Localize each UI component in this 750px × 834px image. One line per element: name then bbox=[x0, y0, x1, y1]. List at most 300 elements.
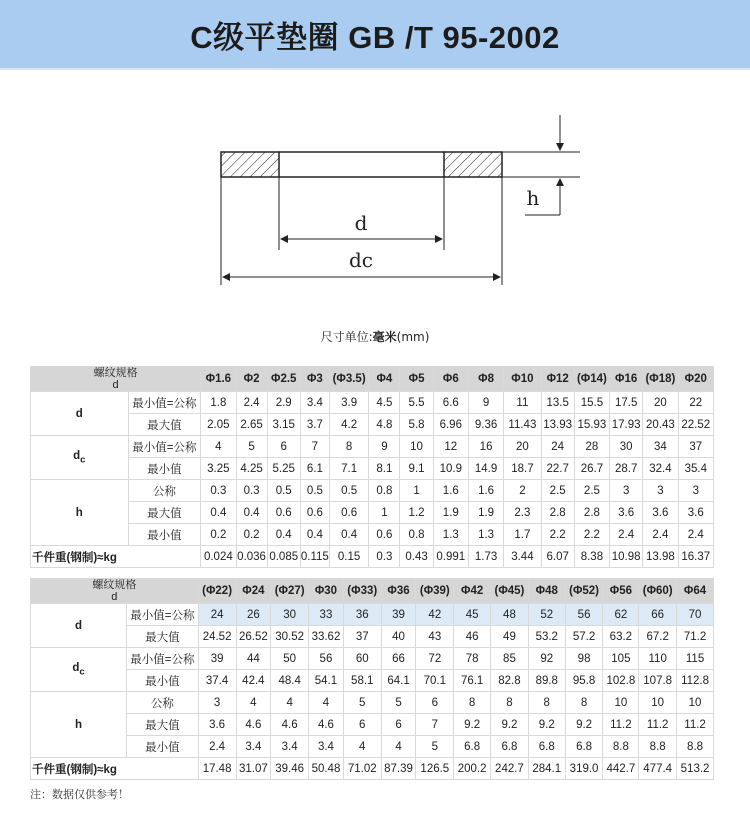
d-label: d bbox=[354, 211, 368, 235]
table-row bbox=[31, 626, 714, 648]
value-cell: 4.6 bbox=[271, 714, 309, 736]
value-cell: 3.25 bbox=[201, 458, 236, 480]
spec-header-label bbox=[31, 367, 201, 392]
dc-label-subscript: c bbox=[80, 454, 86, 466]
weight-cell: 10.98 bbox=[610, 546, 643, 568]
value-cell: 4.6 bbox=[309, 714, 344, 736]
note: 注：数据仅供参考！ bbox=[30, 788, 129, 801]
header-row bbox=[31, 579, 714, 604]
value-cell: 10 bbox=[677, 692, 714, 714]
value-cell: 89.8 bbox=[528, 670, 565, 692]
weight-cell: 3.44 bbox=[504, 546, 541, 568]
unit-name: 毫米 bbox=[372, 330, 397, 344]
value-cell: 20 bbox=[504, 436, 541, 458]
value-cell: 9.36 bbox=[468, 414, 503, 436]
value-cell: 11.43 bbox=[504, 414, 541, 436]
value-cell: 1.7 bbox=[504, 524, 541, 546]
value-cell: 20 bbox=[643, 392, 678, 414]
table-row bbox=[31, 414, 714, 436]
value-cell: 22.52 bbox=[678, 414, 713, 436]
spec-header-cell: Φ6 bbox=[433, 367, 468, 392]
value-cell: 0.6 bbox=[369, 524, 400, 546]
spec-header-cell: Φ36 bbox=[381, 579, 416, 604]
spec-header-cell: Φ16 bbox=[610, 367, 643, 392]
value-cell: 1.9 bbox=[433, 502, 468, 524]
value-cell: 37.4 bbox=[198, 670, 236, 692]
weight-cell: 0.036 bbox=[236, 546, 267, 568]
value-cell: 43 bbox=[416, 626, 454, 648]
value-cell: 1.6 bbox=[433, 480, 468, 502]
value-cell: 1.3 bbox=[433, 524, 468, 546]
value-cell: 4.2 bbox=[329, 414, 368, 436]
washer-diagram bbox=[0, 100, 750, 330]
value-cell: 78 bbox=[454, 648, 491, 670]
spec-header-cell: (Φ18) bbox=[643, 367, 678, 392]
value-cell: 3.4 bbox=[236, 736, 271, 758]
row-sub-label: 公称 bbox=[128, 480, 201, 502]
value-cell: 16 bbox=[468, 436, 503, 458]
row-sub-label: 最大值 bbox=[128, 502, 201, 524]
value-cell: 5 bbox=[416, 736, 454, 758]
table-row bbox=[31, 458, 714, 480]
row-sub-label: 最大值 bbox=[127, 714, 199, 736]
row-sub-label: 最小值=公称 bbox=[128, 392, 201, 414]
weight-cell: 200.2 bbox=[454, 758, 491, 780]
value-cell: 6 bbox=[381, 714, 416, 736]
value-cell: 66 bbox=[639, 604, 677, 626]
value-cell: 36 bbox=[343, 604, 381, 626]
value-cell: 70.1 bbox=[416, 670, 454, 692]
value-cell: 9 bbox=[369, 436, 400, 458]
table-row bbox=[31, 714, 714, 736]
value-cell: 2.65 bbox=[236, 414, 267, 436]
value-cell: 0.3 bbox=[236, 480, 267, 502]
value-cell: 6.8 bbox=[565, 736, 603, 758]
header-row bbox=[31, 367, 714, 392]
value-cell: 42 bbox=[416, 604, 454, 626]
value-cell: 5 bbox=[343, 692, 381, 714]
spec-sub-label: d bbox=[111, 591, 118, 603]
value-cell: 66 bbox=[381, 648, 416, 670]
row-sub-label: 最小值=公称 bbox=[128, 436, 201, 458]
table-row bbox=[31, 670, 714, 692]
weight-cell: 442.7 bbox=[603, 758, 639, 780]
dc-label-text: d bbox=[72, 661, 80, 674]
spec-header-cell: Φ4 bbox=[369, 367, 400, 392]
value-cell: 57.2 bbox=[565, 626, 603, 648]
h-group-label bbox=[31, 480, 129, 546]
weight-cell: 6.07 bbox=[541, 546, 574, 568]
value-cell: 1.6 bbox=[468, 480, 503, 502]
spec-header-cell: (Φ22) bbox=[198, 579, 236, 604]
row-sub-label: 最小值 bbox=[127, 736, 199, 758]
weight-cell: 17.48 bbox=[198, 758, 236, 780]
weight-cell: 0.115 bbox=[300, 546, 329, 568]
value-cell: 1.2 bbox=[400, 502, 433, 524]
value-cell: 5 bbox=[236, 436, 267, 458]
dc-group-label bbox=[31, 648, 127, 692]
weight-cell: 16.37 bbox=[678, 546, 713, 568]
value-cell: 26.7 bbox=[574, 458, 609, 480]
value-cell: 2.4 bbox=[236, 392, 267, 414]
value-cell: 22.7 bbox=[541, 458, 574, 480]
value-cell: 22 bbox=[678, 392, 713, 414]
value-cell: 0.4 bbox=[236, 502, 267, 524]
h-label-text: h bbox=[75, 506, 83, 519]
row-sub-label: 最小值=公称 bbox=[127, 648, 199, 670]
title-banner bbox=[0, 0, 750, 70]
value-cell: 34 bbox=[643, 436, 678, 458]
value-cell: 53.2 bbox=[528, 626, 565, 648]
value-cell: 1.8 bbox=[201, 392, 236, 414]
value-cell: 11.2 bbox=[677, 714, 714, 736]
value-cell: 4.6 bbox=[236, 714, 271, 736]
value-cell: 60 bbox=[343, 648, 381, 670]
spec-sub-label: d bbox=[112, 379, 119, 391]
value-cell: 70 bbox=[677, 604, 714, 626]
value-cell: 107.8 bbox=[639, 670, 677, 692]
value-cell: 76.1 bbox=[454, 670, 491, 692]
value-cell: 3.4 bbox=[300, 392, 329, 414]
value-cell: 4 bbox=[236, 692, 271, 714]
spec-header-cell: Φ64 bbox=[677, 579, 714, 604]
value-cell: 4 bbox=[381, 736, 416, 758]
value-cell: 46 bbox=[454, 626, 491, 648]
value-cell: 2.05 bbox=[201, 414, 236, 436]
value-cell: 9.2 bbox=[565, 714, 603, 736]
spec-header-cell: Φ10 bbox=[504, 367, 541, 392]
weight-cell: 31.07 bbox=[236, 758, 271, 780]
value-cell: 58.1 bbox=[343, 670, 381, 692]
value-cell: 17.5 bbox=[610, 392, 643, 414]
weight-cell: 39.46 bbox=[271, 758, 309, 780]
weight-label: 千件重(钢制)≈kg bbox=[31, 546, 201, 568]
value-cell: 9 bbox=[468, 392, 503, 414]
weight-row bbox=[31, 546, 714, 568]
spec-header-cell: (Φ33) bbox=[343, 579, 381, 604]
value-cell: 2.4 bbox=[198, 736, 236, 758]
weight-row bbox=[31, 758, 714, 780]
table-row bbox=[31, 524, 714, 546]
value-cell: 8 bbox=[454, 692, 491, 714]
washer-left-section bbox=[221, 152, 279, 177]
d-label-text: d bbox=[75, 619, 83, 632]
spec-header-cell: Φ20 bbox=[678, 367, 713, 392]
value-cell: 115 bbox=[677, 648, 714, 670]
value-cell: 10 bbox=[639, 692, 677, 714]
spec-header-cell: Φ2.5 bbox=[267, 367, 300, 392]
spec-label: 螺纹规格 bbox=[92, 579, 137, 591]
value-cell: 56 bbox=[565, 604, 603, 626]
spec-header-cell: (Φ52) bbox=[565, 579, 603, 604]
weight-cell: 0.024 bbox=[201, 546, 236, 568]
value-cell: 2.9 bbox=[267, 392, 300, 414]
value-cell: 85 bbox=[491, 648, 529, 670]
table-row bbox=[31, 436, 714, 458]
weight-cell: 0.991 bbox=[433, 546, 468, 568]
value-cell: 18.7 bbox=[504, 458, 541, 480]
value-cell: 7 bbox=[416, 714, 454, 736]
value-cell: 33 bbox=[309, 604, 344, 626]
value-cell: 82.8 bbox=[491, 670, 529, 692]
value-cell: 9.2 bbox=[454, 714, 491, 736]
weight-cell: 242.7 bbox=[491, 758, 529, 780]
value-cell: 40 bbox=[381, 626, 416, 648]
value-cell: 6.8 bbox=[491, 736, 529, 758]
value-cell: 2.4 bbox=[678, 524, 713, 546]
value-cell: 71.2 bbox=[677, 626, 714, 648]
value-cell: 30 bbox=[610, 436, 643, 458]
value-cell: 39 bbox=[381, 604, 416, 626]
value-cell: 48.4 bbox=[271, 670, 309, 692]
value-cell: 112.8 bbox=[677, 670, 714, 692]
row-sub-label: 公称 bbox=[127, 692, 199, 714]
table-row bbox=[31, 648, 714, 670]
page-title: C级平垫圈 GB /T 95-2002 bbox=[190, 20, 560, 55]
value-cell: 2.2 bbox=[574, 524, 609, 546]
weight-cell: 0.085 bbox=[267, 546, 300, 568]
row-sub-label: 最小值=公称 bbox=[127, 604, 199, 626]
weight-cell: 319.0 bbox=[565, 758, 603, 780]
value-cell: 64.1 bbox=[381, 670, 416, 692]
dc-label-subscript: c bbox=[79, 666, 85, 678]
value-cell: 8.1 bbox=[369, 458, 400, 480]
dc-label-text: d bbox=[73, 449, 81, 462]
table-row bbox=[31, 736, 714, 758]
value-cell: 2.4 bbox=[610, 524, 643, 546]
value-cell: 9.2 bbox=[491, 714, 529, 736]
value-cell: 37 bbox=[343, 626, 381, 648]
unit-suffix: (mm) bbox=[396, 330, 430, 344]
value-cell: 63.2 bbox=[603, 626, 639, 648]
spec-label: 螺纹规格 bbox=[93, 367, 138, 379]
spec-header-cell: Φ24 bbox=[236, 579, 271, 604]
weight-cell: 50.48 bbox=[309, 758, 344, 780]
spec-table-1 bbox=[30, 366, 714, 568]
value-cell: 4 bbox=[201, 436, 236, 458]
value-cell: 3.9 bbox=[329, 392, 368, 414]
value-cell: 10 bbox=[603, 692, 639, 714]
value-cell: 0.5 bbox=[267, 480, 300, 502]
value-cell: 24.52 bbox=[198, 626, 236, 648]
value-cell: 3 bbox=[198, 692, 236, 714]
value-cell: 0.8 bbox=[369, 480, 400, 502]
value-cell: 44 bbox=[236, 648, 271, 670]
weight-cell: 71.02 bbox=[343, 758, 381, 780]
value-cell: 14.9 bbox=[468, 458, 503, 480]
value-cell: 6.8 bbox=[454, 736, 491, 758]
value-cell: 72 bbox=[416, 648, 454, 670]
value-cell: 5.5 bbox=[400, 392, 433, 414]
spec-header-cell: Φ1.6 bbox=[201, 367, 236, 392]
value-cell: 39 bbox=[198, 648, 236, 670]
washer-right-section bbox=[444, 152, 502, 177]
value-cell: 48 bbox=[491, 604, 529, 626]
dc-label: dc bbox=[348, 248, 374, 272]
value-cell: 33.62 bbox=[309, 626, 344, 648]
value-cell: 0.3 bbox=[201, 480, 236, 502]
value-cell: 4 bbox=[343, 736, 381, 758]
value-cell: 35.4 bbox=[678, 458, 713, 480]
value-cell: 6 bbox=[416, 692, 454, 714]
value-cell: 11 bbox=[504, 392, 541, 414]
spec-header-cell: Φ12 bbox=[541, 367, 574, 392]
value-cell: 0.2 bbox=[201, 524, 236, 546]
value-cell: 2.2 bbox=[541, 524, 574, 546]
value-cell: 1.3 bbox=[468, 524, 503, 546]
value-cell: 49 bbox=[491, 626, 529, 648]
spec-header-label bbox=[31, 579, 199, 604]
value-cell: 3.4 bbox=[271, 736, 309, 758]
value-cell: 30 bbox=[271, 604, 309, 626]
value-cell: 10 bbox=[400, 436, 433, 458]
unit-prefix: 尺寸单位: bbox=[320, 330, 373, 344]
unit-line bbox=[0, 328, 750, 345]
value-cell: 50 bbox=[271, 648, 309, 670]
weight-cell: 87.39 bbox=[381, 758, 416, 780]
value-cell: 0.5 bbox=[300, 480, 329, 502]
spec-header-cell: Φ5 bbox=[400, 367, 433, 392]
value-cell: 6.8 bbox=[528, 736, 565, 758]
value-cell: 24 bbox=[541, 436, 574, 458]
value-cell: 0.6 bbox=[329, 502, 368, 524]
value-cell: 9.1 bbox=[400, 458, 433, 480]
spec-header-cell: (Φ3.5) bbox=[329, 367, 368, 392]
value-cell: 54.1 bbox=[309, 670, 344, 692]
value-cell: 6.96 bbox=[433, 414, 468, 436]
value-cell: 20.43 bbox=[643, 414, 678, 436]
value-cell: 37 bbox=[678, 436, 713, 458]
weight-cell: 8.38 bbox=[574, 546, 609, 568]
table-row bbox=[31, 502, 714, 524]
value-cell: 0.6 bbox=[300, 502, 329, 524]
value-cell: 32.4 bbox=[643, 458, 678, 480]
spec-header-cell: (Φ39) bbox=[416, 579, 454, 604]
value-cell: 3.4 bbox=[309, 736, 344, 758]
value-cell: 4 bbox=[271, 692, 309, 714]
value-cell: 15.93 bbox=[574, 414, 609, 436]
value-cell: 3.6 bbox=[610, 502, 643, 524]
value-cell: 6 bbox=[267, 436, 300, 458]
value-cell: 5 bbox=[381, 692, 416, 714]
weight-cell: 13.98 bbox=[643, 546, 678, 568]
value-cell: 28.7 bbox=[610, 458, 643, 480]
weight-cell: 0.43 bbox=[400, 546, 433, 568]
value-cell: 2.4 bbox=[643, 524, 678, 546]
spec-table-2 bbox=[30, 578, 714, 780]
value-cell: 17.93 bbox=[610, 414, 643, 436]
value-cell: 4.5 bbox=[369, 392, 400, 414]
value-cell: 52 bbox=[528, 604, 565, 626]
spec-header-cell: Φ2 bbox=[236, 367, 267, 392]
value-cell: 4 bbox=[309, 692, 344, 714]
row-sub-label: 最大值 bbox=[128, 414, 201, 436]
weight-cell: 0.15 bbox=[329, 546, 368, 568]
value-cell: 5.8 bbox=[400, 414, 433, 436]
value-cell: 1.9 bbox=[468, 502, 503, 524]
spec-header-cell: (Φ14) bbox=[574, 367, 609, 392]
value-cell: 92 bbox=[528, 648, 565, 670]
h-label: h bbox=[526, 186, 540, 210]
spec-header-cell: (Φ45) bbox=[491, 579, 529, 604]
value-cell: 3 bbox=[643, 480, 678, 502]
value-cell: 67.2 bbox=[639, 626, 677, 648]
table-row bbox=[31, 604, 714, 626]
table-row bbox=[31, 480, 714, 502]
dc-group-label bbox=[31, 436, 129, 480]
value-cell: 8 bbox=[528, 692, 565, 714]
table-row bbox=[31, 392, 714, 414]
value-cell: 6.6 bbox=[433, 392, 468, 414]
row-sub-label: 最小值 bbox=[128, 458, 201, 480]
value-cell: 24 bbox=[198, 604, 236, 626]
weight-cell: 0.3 bbox=[369, 546, 400, 568]
value-cell: 28 bbox=[574, 436, 609, 458]
value-cell: 8.8 bbox=[639, 736, 677, 758]
value-cell: 10.9 bbox=[433, 458, 468, 480]
value-cell: 8 bbox=[491, 692, 529, 714]
spec-header-cell: (Φ27) bbox=[271, 579, 309, 604]
value-cell: 7 bbox=[300, 436, 329, 458]
row-sub-label: 最大值 bbox=[127, 626, 199, 648]
value-cell: 0.4 bbox=[267, 524, 300, 546]
value-cell: 2 bbox=[504, 480, 541, 502]
spec-header-cell: Φ30 bbox=[309, 579, 344, 604]
value-cell: 2.5 bbox=[541, 480, 574, 502]
value-cell: 13.93 bbox=[541, 414, 574, 436]
value-cell: 8.8 bbox=[603, 736, 639, 758]
value-cell: 4.25 bbox=[236, 458, 267, 480]
value-cell: 12 bbox=[433, 436, 468, 458]
value-cell: 2.5 bbox=[574, 480, 609, 502]
value-cell: 3.6 bbox=[643, 502, 678, 524]
value-cell: 8 bbox=[565, 692, 603, 714]
d-group-label bbox=[31, 392, 129, 436]
spec-header-cell: Φ48 bbox=[528, 579, 565, 604]
value-cell: 3 bbox=[610, 480, 643, 502]
value-cell: 3 bbox=[678, 480, 713, 502]
spec-header-cell: Φ3 bbox=[300, 367, 329, 392]
value-cell: 95.8 bbox=[565, 670, 603, 692]
value-cell: 0.4 bbox=[300, 524, 329, 546]
value-cell: 11.2 bbox=[603, 714, 639, 736]
value-cell: 6.1 bbox=[300, 458, 329, 480]
row-sub-label: 最小值 bbox=[127, 670, 199, 692]
spec-header-cell: Φ42 bbox=[454, 579, 491, 604]
weight-label: 千件重(钢制)≈kg bbox=[31, 758, 199, 780]
value-cell: 15.5 bbox=[574, 392, 609, 414]
value-cell: 0.8 bbox=[400, 524, 433, 546]
value-cell: 26.52 bbox=[236, 626, 271, 648]
value-cell: 5.25 bbox=[267, 458, 300, 480]
d-label-text: d bbox=[75, 407, 83, 420]
value-cell: 62 bbox=[603, 604, 639, 626]
value-cell: 13.5 bbox=[541, 392, 574, 414]
weight-cell: 284.1 bbox=[528, 758, 565, 780]
value-cell: 1 bbox=[400, 480, 433, 502]
weight-cell: 1.73 bbox=[468, 546, 503, 568]
value-cell: 0.5 bbox=[329, 480, 368, 502]
value-cell: 0.4 bbox=[201, 502, 236, 524]
value-cell: 3.6 bbox=[678, 502, 713, 524]
spec-header-cell: (Φ60) bbox=[639, 579, 677, 604]
value-cell: 45 bbox=[454, 604, 491, 626]
value-cell: 3.7 bbox=[300, 414, 329, 436]
value-cell: 26 bbox=[236, 604, 271, 626]
value-cell: 2.3 bbox=[504, 502, 541, 524]
value-cell: 105 bbox=[603, 648, 639, 670]
h-label-text: h bbox=[75, 718, 83, 731]
